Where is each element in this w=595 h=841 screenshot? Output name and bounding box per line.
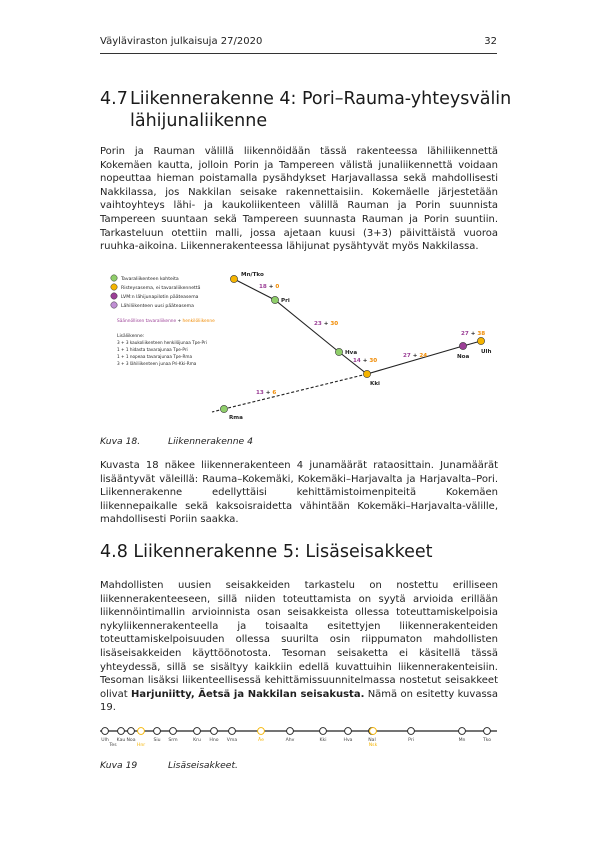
count-plus: +: [360, 358, 370, 364]
count-orange: 6: [272, 390, 277, 396]
legend-count-key-freight: Säännöllisen tavaraliikenne: [117, 319, 177, 324]
station-label: Vma: [226, 738, 238, 743]
legend-note: 3 + 3 kaukoliikenteen henkilöjunaa Tpe-Pri: [117, 340, 207, 345]
station-label: Kki: [319, 738, 327, 743]
legend-note: 3 + 3 lähiliikenteen junaa Pri-Kki-Rma: [117, 361, 197, 366]
station-label: Srm: [168, 738, 178, 743]
figure-19-caption-text: Lisäseisakkeet.: [168, 760, 238, 771]
figure-19-caption: [100, 760, 238, 771]
station-marker: [229, 728, 236, 735]
station-label-rma: Rma: [229, 415, 243, 421]
station-label-ulh: Ulh: [481, 349, 492, 355]
legend-note: 1 + 1 hidasta tavarajunaa Tpe-Pri: [117, 347, 188, 352]
running-header-title: Väyläviraston julkaisuja 27/2020: [100, 36, 263, 47]
legend-label-new-terminal: Lähiliikenteen uusi pääteasema: [121, 304, 194, 309]
station-label-hva: Hva: [345, 350, 358, 356]
station-marker: [484, 728, 491, 735]
figure-18-paragraph: Kuvasta 18 näkee liikennerakenteen 4 junamäärät rataosittain. Junamäärät lisääntyvät väleillä: Rauma–Kokemäki, Kokemäki–Harjavalta ja Harjavalta–Pori. Liikennerakenne edellyttäisi kehittämistoimenpiteitä Kokemäen liikennepaikalle sekä kaksoisraidetta vähintään Kokemäki–Harjavalta-välille, mahdollisesti Poriin saakka.: [100, 460, 498, 526]
count-plus: +: [266, 284, 276, 290]
station-label: Noa: [126, 738, 136, 743]
station-marker: [370, 728, 377, 735]
station-label: Äe: [258, 738, 264, 743]
count-purple: 27: [461, 331, 469, 337]
count-purple: 13: [256, 390, 264, 396]
count-purple: 14: [353, 358, 361, 364]
paragraph-text-end: Nämä on esitetty kuvassa 19.: [100, 688, 498, 714]
count-orange: 38: [477, 331, 486, 337]
station-marker: [345, 728, 352, 735]
count-orange: 30: [369, 358, 378, 364]
figure-18-caption-label: Kuva 18.: [100, 436, 141, 447]
station-label: Hnr: [136, 743, 146, 748]
section-title: Liikennerakenne 5: Lisäseisakkeet: [133, 542, 433, 562]
station-label: Hva: [343, 738, 353, 743]
count-plus: +: [321, 321, 331, 327]
section-number: 4.7: [100, 89, 128, 109]
figure-18-caption-text: Liikennerakenne 4: [168, 436, 253, 447]
count-orange: 24: [419, 353, 428, 359]
station-label: Nal: [368, 738, 376, 743]
station-label: Nsk: [368, 743, 378, 748]
legend-label-junction: Risteysasema, ei tavaraliikennettä: [121, 286, 201, 291]
legend-notes-title: Lisäliikenne:: [117, 334, 145, 339]
count-plus: +: [410, 353, 420, 359]
figure-19-caption-label: Kuva 19: [100, 760, 138, 771]
section-title-line2: lähijunaliikenne: [130, 111, 268, 131]
station-label-pri: Pri: [281, 298, 290, 304]
station-label: Tes: [109, 743, 117, 748]
station-marker: [408, 728, 415, 735]
station-label: Ahv: [285, 738, 295, 743]
section-4-7-paragraph: Porin ja Rauman välillä liikennöidään tässä rakenteessa lähiliikennettä Kokemäen kautta, jolloin Porin ja Tampereen välistä junaliikennettä voidaan nopeuttaa hieman poistamalla pysähdykset Harjavallassa sekä mahdollisesti Nakkilassa, jos Nakkilan seisake rakennettaisiin. Kokemäelle järjestetään vaihtoyhteys lähi- ja kaukoliikenteen välillä Rauman ja Porin suunnista Tampereen suuntaan sekä Tampereen suunnasta Rauman ja Porin suuntiin. Tarkasteluun otettiin malli, jossa ajetaan kuusi (3+3) päivittäistä vuoroa ruuhka-aikoina. Liikennerakenteessa lähijunat pysähtyvät myös Nakkilassa.: [100, 146, 498, 253]
count-plus: +: [263, 390, 273, 396]
station-marker: [128, 728, 135, 735]
station-label: Mn: [458, 738, 466, 743]
station-label: Ulh: [101, 738, 109, 743]
paragraph-bold-stations: Harjuniitty, Äetsä ja Nakkilan seisakusta.: [130, 688, 365, 700]
station-marker: [258, 728, 265, 735]
count-purple: 23: [314, 321, 322, 327]
station-marker: [459, 728, 466, 735]
station-marker: [170, 728, 177, 735]
station-label: Kru: [193, 738, 201, 743]
station-label: Tko: [482, 738, 492, 743]
station-marker: [154, 728, 161, 735]
station-marker: [118, 728, 125, 735]
station-label: Hno: [209, 738, 219, 743]
count-purple: 18: [259, 284, 267, 290]
station-marker: [211, 728, 218, 735]
paragraph-text: Mahdollisten uusien seisakkeiden tarkastelu on nostettu erilliseen liikennerakenteeseen, sillä niiden toteuttamista on syytä arvioida erillään liikennöintimallin arvioinnista osan seisakkeista ollessa toteuttamiskelpoisia nykyliikennerakenteella ja toisaalta esitettyjen liikennerakenteiden toteuttamiskelpoisuuden ollessa suurilta osin riippumaton mahdollisten lisäseisakkeiden käyttöönotosta. Tesoman seisaketta ei käsitellä tässä yhteydessä, sillä se sisältyy kaikkiin edellä kuvattuihin liikennerakenteisiin. Tesoman lisäksi liikenteellisessä kehittämissuunnitelmassa nostetut seisakkeet olivat: [100, 580, 498, 700]
station-marker: [194, 728, 201, 735]
station-marker: [287, 728, 294, 735]
legend-note: 1 + 1 nopeaa tavarajunaa Tpe-Rma: [117, 354, 193, 359]
legend-count-key-plus: +: [176, 319, 183, 324]
station-marker: [102, 728, 109, 735]
section-number: 4.8: [100, 542, 128, 562]
count-purple: 27: [403, 353, 411, 359]
legend-count-key-passenger: henkilöliikenne: [182, 319, 215, 324]
station-label-kki: Kki: [370, 381, 380, 387]
legend-label-pilot-terminal: LVM:n lähijunapilotin pääteasema: [121, 295, 199, 300]
station-label: Kau: [116, 738, 126, 743]
count-plus: +: [468, 331, 478, 337]
station-label-mn-tko: Mn/Tko: [241, 272, 264, 278]
station-label: Siu: [153, 738, 161, 743]
count-orange: 0: [275, 284, 280, 290]
section-title-line1: Liikennerakenne 4: Pori–Rauma-yhteysvälin: [130, 89, 512, 109]
legend-label-freight: Tavaraliikenteen kohteita: [121, 277, 179, 282]
station-marker: [320, 728, 327, 735]
page-number: 32: [484, 36, 497, 47]
station-marker: [138, 728, 145, 735]
station-label-noa: Noa: [457, 354, 470, 360]
count-orange: 30: [330, 321, 339, 327]
station-label: Pri: [408, 738, 414, 743]
